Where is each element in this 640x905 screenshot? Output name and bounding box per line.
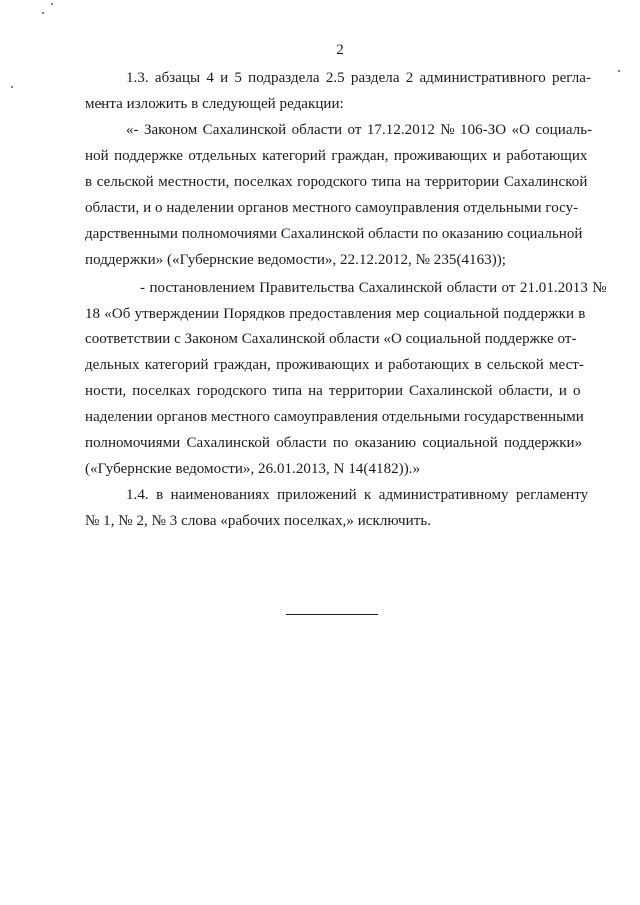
paragraph-4-line-2: № 1, № 2, № 3 слова «рабочих поселках,» исключить. xyxy=(85,513,432,529)
scan-speck xyxy=(42,12,44,14)
paragraph-4-line-1: 1.4. в наименованиях приложений к административному регламенту xyxy=(126,487,589,503)
paragraph-2-line-5: дарственными полномочиями Сахалинской области по оказанию социальной xyxy=(85,226,583,242)
scan-speck xyxy=(11,86,13,88)
paragraph-1-line-2: мента изложить в следующей редакции: xyxy=(85,96,344,112)
paragraph-3-line-2: 18 «Об утверждении Порядков предоставления мер социальной поддержки в xyxy=(85,306,586,322)
paragraph-3-line-5: ности, поселках городского типа на территории Сахалинской области, и о xyxy=(85,383,581,399)
paragraph-3-line-4: дельных категорий граждан, проживающих и работающих в сельской мест- xyxy=(85,357,584,373)
page-number: 2 xyxy=(336,42,344,58)
paragraph-2-line-4: области, и о наделении органов местного самоуправления отдельными госу- xyxy=(85,200,579,216)
paragraph-2-line-3: в сельской местности, поселках городского типа на территории Сахалинской xyxy=(85,174,588,190)
paragraph-3-line-3: соответствии с Законом Сахалинской области «О социальной поддержке от- xyxy=(85,331,577,347)
paragraph-3-line-7: полномочиями Сахалинской области по оказанию социальной поддержки» xyxy=(85,435,583,451)
paragraph-3-line-6: наделении органов местного самоуправления отдельными государственными xyxy=(85,409,584,425)
paragraph-1-line-1: 1.3. абзацы 4 и 5 подраздела 2.5 раздела 2 административного регла- xyxy=(126,70,592,86)
paragraph-2-line-6: поддержки» («Губернские ведомости», 22.12.2012, № 235(4163)); xyxy=(85,252,507,268)
paragraph-2-line-1: «- Законом Сахалинской области от 17.12.2012 № 106-ЗО «О социаль- xyxy=(126,122,593,138)
closing-separator-line xyxy=(286,614,378,615)
paragraph-3-line-1: - постановлением Правительства Сахалинской области от 21.01.2013 № xyxy=(140,280,607,296)
scan-speck xyxy=(618,70,620,72)
scan-speck xyxy=(51,3,53,5)
paragraph-2-line-2: ной поддержке отдельных категорий граждан, проживающих и работающих xyxy=(85,148,588,164)
paragraph-3-line-8: («Губернские ведомости», 26.01.2013, N 14(4182)).» xyxy=(85,461,421,477)
